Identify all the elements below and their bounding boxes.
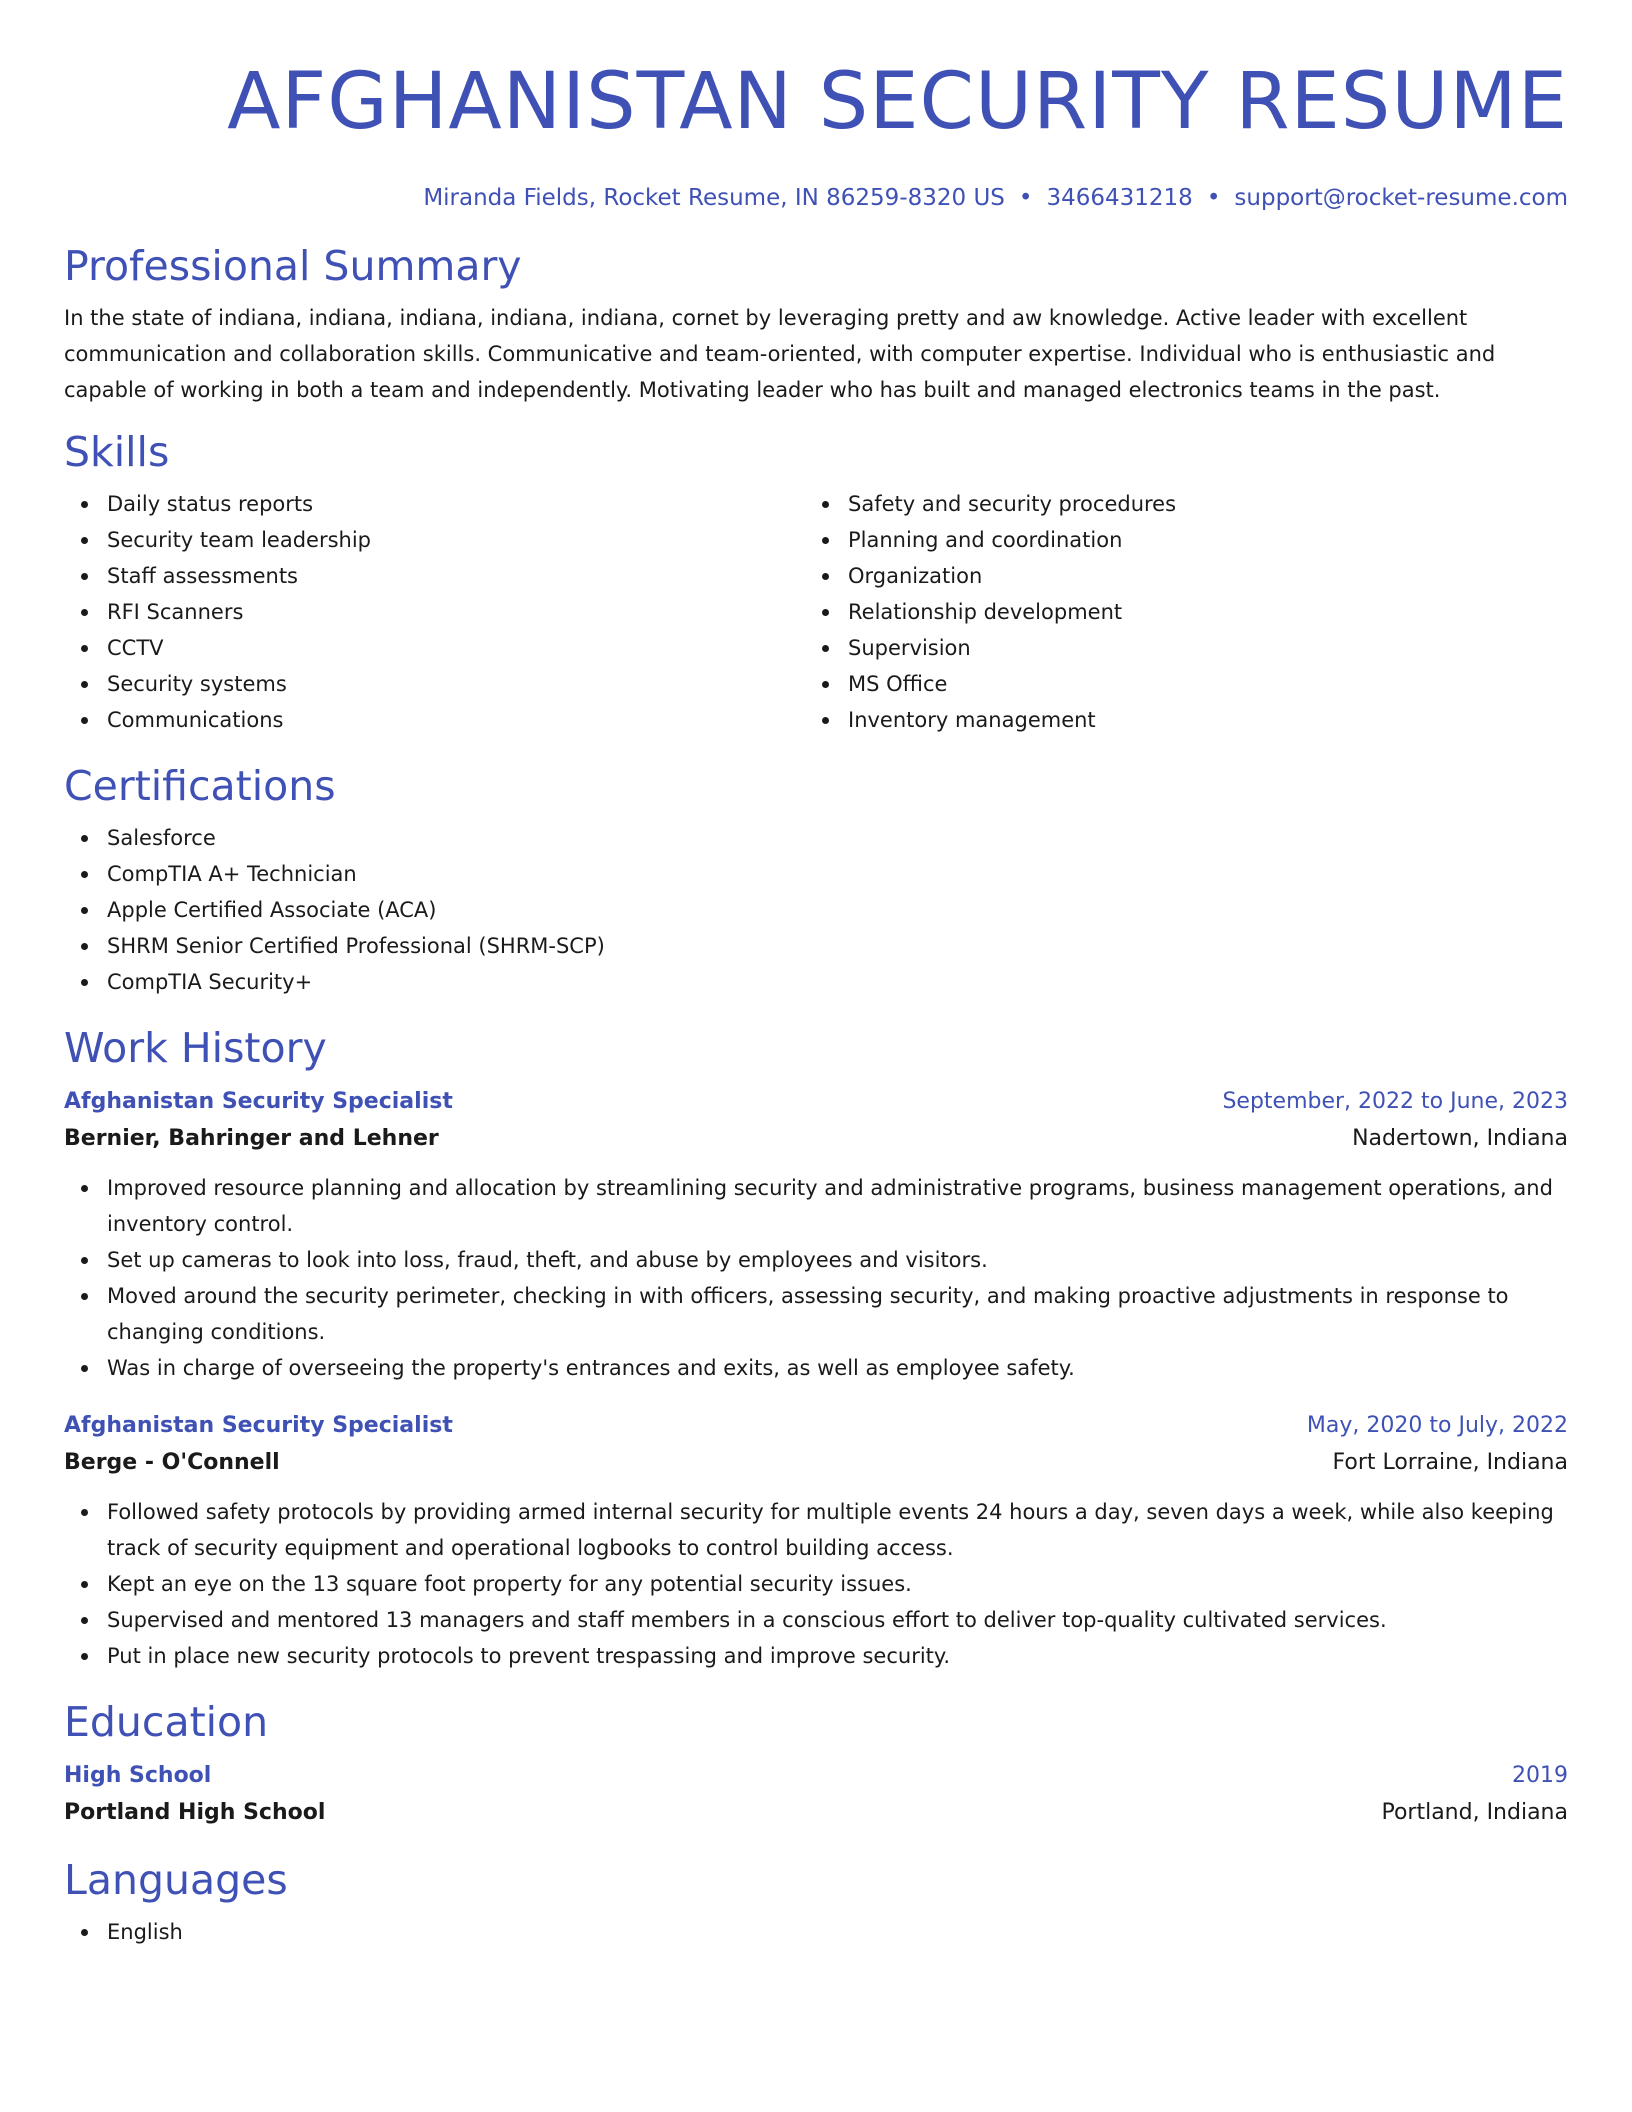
certification-item: SHRM Senior Certified Professional (SHRM-SCP) (107, 928, 1568, 964)
summary-section (64, 240, 1568, 408)
skill-item: MS Office (848, 666, 1405, 702)
job-bullet: Set up cameras to look into loss, fraud, theft, and abuse by employees and visitors. (107, 1242, 1568, 1278)
job-bullets (64, 1170, 1568, 1386)
contact-separator: • (1206, 185, 1221, 211)
job-bullet: Put in place new security protocols to prevent trespassing and improve security. (107, 1638, 1568, 1674)
job-bullet: Moved around the security perimeter, checking in with officers, assessing security, and making proactive adjustments in response to changing conditions. (107, 1278, 1568, 1350)
job-bullet: Was in charge of overseeing the property's entrances and exits, as well as employee safety. (107, 1350, 1568, 1386)
skills-list-left (64, 486, 805, 738)
job-company-row (64, 1120, 1568, 1158)
skill-item: Organization (848, 558, 1405, 594)
job-title: Afghanistan Security Specialist (64, 1413, 453, 1438)
job-company: Berge - O'Connell (64, 1450, 280, 1475)
certifications-section (64, 760, 1568, 1000)
skill-item: Staff assessments (107, 558, 805, 594)
certifications-list (64, 820, 1568, 1000)
summary-text: In the state of indiana, indiana, indiana, indiana, indiana, cornet by leveraging pretty and aw knowledge. Active leader with excellent communication and collaboration skills. Communicative and team-oriented, with computer expertise. Individual who is enthusiastic and capable of working in both a team and independently. Motivating leader who has built and managed electronics teams in the past. (64, 306, 1496, 402)
skills-list-right (805, 486, 1405, 738)
job-bullet: Improved resource planning and allocation by streamlining security and administrative programs, business management operations, and inventory control. (107, 1170, 1568, 1242)
job-company-row (64, 1444, 1568, 1482)
job-bullets (64, 1494, 1568, 1674)
job-dates: May, 2020 to July, 2022 (1306, 1413, 1568, 1438)
skills-column-left (64, 486, 805, 738)
work-history-section (64, 1022, 1568, 1674)
job-dates: September, 2022 to June, 2023 (1222, 1089, 1568, 1114)
education-degree: High School (64, 1763, 212, 1788)
certification-item: CompTIA Security+ (107, 964, 1568, 1000)
resume-title: AFGHANISTAN SECURITY RESUME (227, 57, 1568, 147)
education-school: Portland High School (64, 1800, 326, 1825)
skill-item: Supervision (848, 630, 1405, 666)
job-bullet: Kept an eye on the 13 square foot property for any potential security issues. (107, 1566, 1568, 1602)
skill-item: Daily status reports (107, 486, 805, 522)
language-item: English (107, 1914, 1568, 1950)
education-section (64, 1696, 1568, 1832)
work-history-heading: Work History (64, 1024, 327, 1072)
languages-list (64, 1914, 1568, 1950)
languages-heading: Languages (64, 1856, 288, 1904)
job-location: Fort Lorraine, Indiana (1332, 1450, 1568, 1475)
skill-item: Communications (107, 702, 805, 738)
skill-item: Inventory management (848, 702, 1405, 738)
job-title-row (64, 1084, 1568, 1120)
skill-item: CCTV (107, 630, 805, 666)
summary-heading: Professional Summary (64, 242, 522, 290)
certifications-heading: Certifications (64, 762, 336, 810)
certification-item: CompTIA A+ Technician (107, 856, 1568, 892)
skill-item: Security systems (107, 666, 805, 702)
job-entry (64, 1408, 1568, 1674)
education-location: Portland, Indiana (1381, 1800, 1568, 1825)
education-year: 2019 (1512, 1763, 1568, 1788)
skills-column-right (805, 486, 1405, 738)
skill-item: Security team leadership (107, 522, 805, 558)
skill-item: Planning and coordination (848, 522, 1405, 558)
skill-item: Safety and security procedures (848, 486, 1405, 522)
languages-section (64, 1854, 1568, 1950)
job-location: Nadertown, Indiana (1352, 1126, 1568, 1151)
contact-line (64, 182, 1568, 214)
skills-heading: Skills (64, 428, 170, 476)
job-bullet: Followed safety protocols by providing armed internal security for multiple events 24 hours a day, seven days a week, while also keeping track of security equipment and operational logbooks to control building access. (107, 1494, 1568, 1566)
job-entry (64, 1084, 1568, 1386)
job-title-row (64, 1408, 1568, 1444)
skills-grid (64, 486, 1568, 738)
education-school-row (64, 1794, 1568, 1832)
skill-item: Relationship development (848, 594, 1405, 630)
resume-header (64, 50, 1568, 214)
certification-item: Salesforce (107, 820, 1568, 856)
skill-item: RFI Scanners (107, 594, 805, 630)
contact-email: support@rocket-resume.com (1234, 185, 1568, 211)
job-company: Bernier, Bahringer and Lehner (64, 1126, 439, 1151)
education-heading: Education (64, 1698, 269, 1746)
contact-separator: • (1018, 185, 1033, 211)
job-title: Afghanistan Security Specialist (64, 1089, 453, 1114)
contact-address: Miranda Fields, Rocket Resume, IN 86259-8320 US (423, 185, 1005, 211)
education-entry (64, 1758, 1568, 1832)
job-bullet: Supervised and mentored 13 managers and staff members in a conscious effort to deliver top-quality cultivated services. (107, 1602, 1568, 1638)
skills-section (64, 426, 1568, 738)
certification-item: Apple Certified Associate (ACA) (107, 892, 1568, 928)
education-degree-row (64, 1758, 1568, 1794)
contact-phone: 3466431218 (1046, 185, 1193, 211)
